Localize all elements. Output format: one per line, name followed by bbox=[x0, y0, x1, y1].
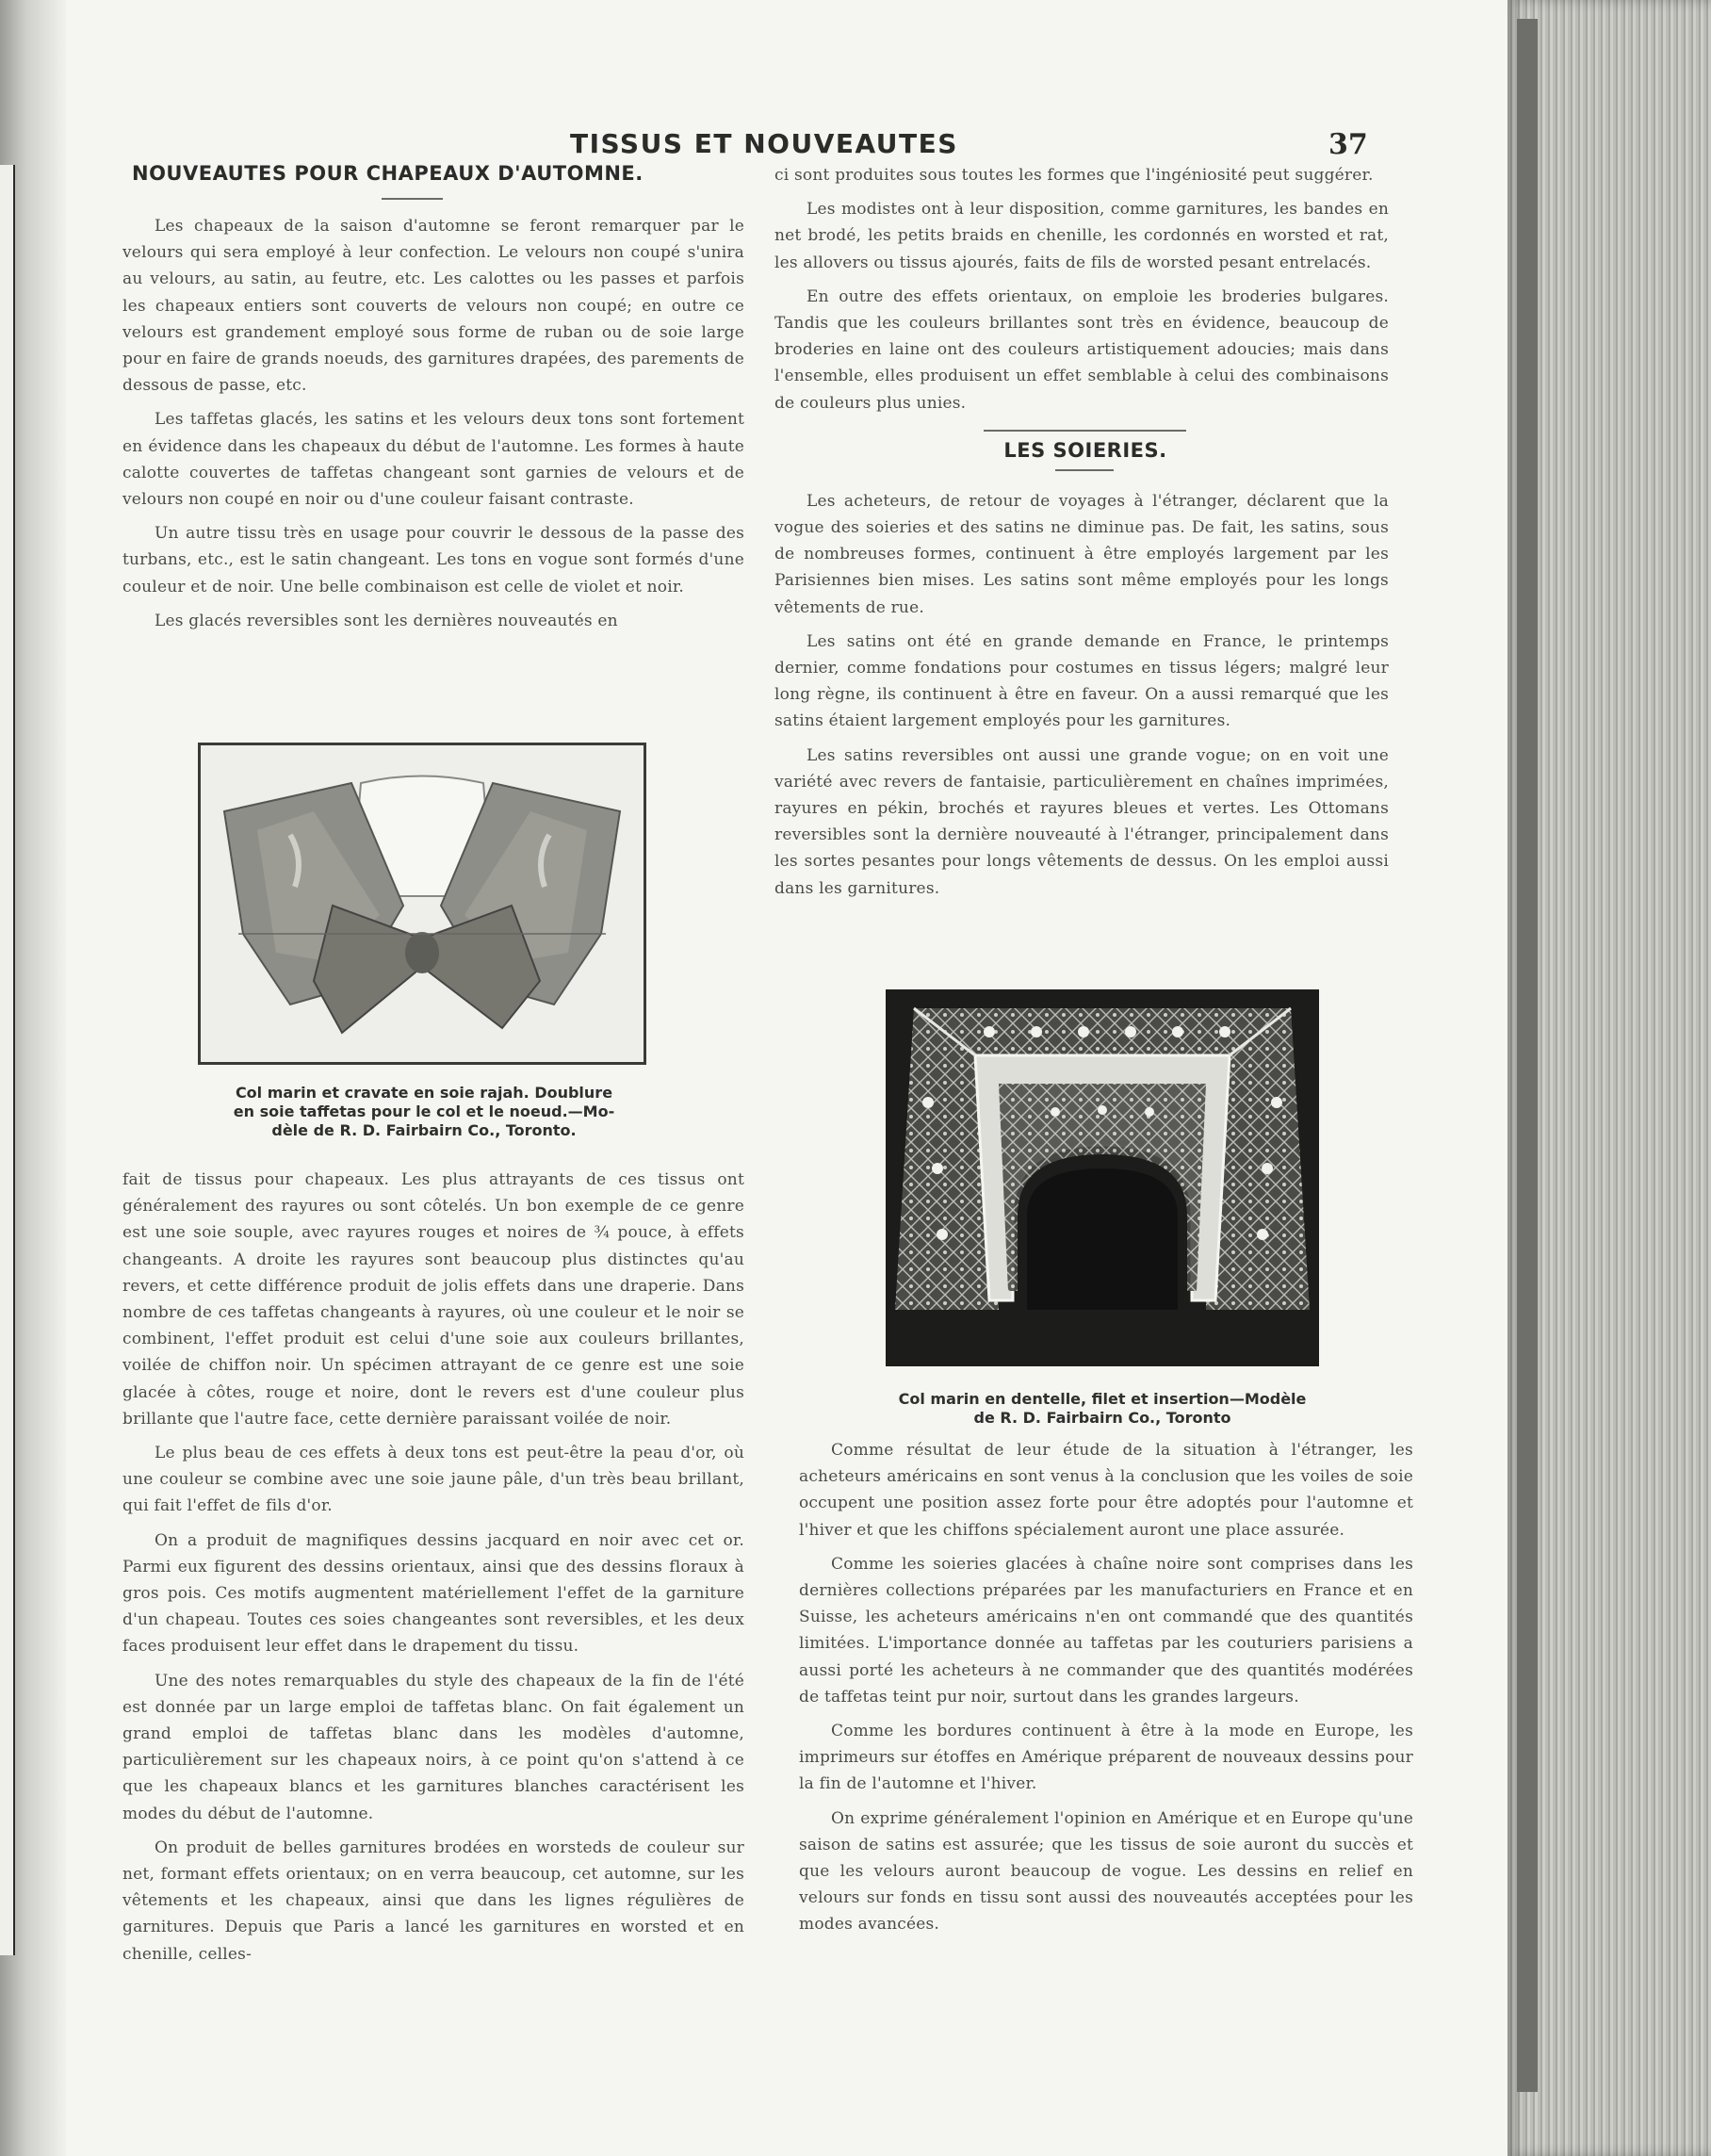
paragraph: On exprime généralement l'opinion en Amérique et en Europe qu'une saison de satins est assurée; que les tissus de soie auront du succès et que les velours auront beaucoup de vogue. Les dessins en relief en velours sur fonds en tissu sont aussi des nouveautés acceptées pour les modes avancées. bbox=[799, 1808, 1413, 1935]
left-column-top bbox=[122, 162, 744, 634]
paragraph: ci sont produites sous toutes les formes que l'ingéniosité peut suggérer. bbox=[774, 166, 1374, 185]
right-column-bottom bbox=[799, 1437, 1413, 1938]
lace-collar-photo bbox=[886, 989, 1319, 1366]
paragraph: On produit de belles garnitures brodées en worsteds de couleur sur net, formant effets orientaux; on en verra beaucoup, cet automne, sur les vêtements et les chapeaux, ainsi que dans les lignes régulières de garnitures. Depuis que Paris a lancé les garnitures en worsted et en chenille, celles- bbox=[122, 1838, 744, 1964]
paragraph: Comme les bordures continuent à être à la mode en Europe, les imprimeurs sur étoffes en Amérique préparent de nouveaux dessins pour la fin de l'automne et l'hiver. bbox=[799, 1722, 1413, 1794]
collar-bow-photo bbox=[198, 743, 646, 1065]
spine-shadow bbox=[1517, 19, 1538, 2092]
left-heading-rule bbox=[382, 198, 443, 200]
soieries-top-rule bbox=[984, 430, 1186, 432]
right-heading: LES SOIERIES. bbox=[1003, 438, 1167, 462]
paragraph: Les modistes ont à leur disposition, comme garnitures, les bandes en net brodé, les petits braids en chenille, les cordonnés en worsted et rat, les allovers ou tissus ajourés, faits de fils de worsted pesant entrelacés. bbox=[774, 200, 1389, 272]
paragraph: Une des notes remarquables du style des chapeaux de la fin de l'été est donnée par un large emploi de taffetas blanc. On fait également un grand emploi de taffetas blanc dans les modèles d'automne, particulièrement sur les chapeaux noirs, à ce point qu'on s'attend à ce que les chapeaux blancs et les garnitures blanches caractérisent les modes du début de l'automne. bbox=[122, 1671, 744, 1823]
paragraph: On a produit de magnifiques dessins jacquard en noir avec cet or. Parmi eux figurent des dessins orientaux, ainsi que des dessins floraux à gros pois. Ces motifs augmentent matériellement l'effet de la garniture d'un chapeau. Toutes ces soies changeantes sont reversibles, et les deux faces produisent leur effet dans le drapement du tissu. bbox=[122, 1530, 744, 1657]
book-spine-edge bbox=[1507, 0, 1711, 2156]
paragraph: Un autre tissu très en usage pour couvrir le dessous de la passe des turbans, etc., est le satin changeant. Les tons en vogue sont formés d'une couleur et de noir. Une belle combinaison est celle de violet et noir. bbox=[122, 524, 744, 596]
facing-page-edge bbox=[0, 0, 66, 2156]
paragraph: Les glacés reversibles sont les dernières nouveautés en bbox=[155, 611, 618, 630]
paragraph: Comme résultat de leur étude de la situation à l'étranger, les acheteurs américains en sont venus à la conclusion que les voiles de soie occupent une position assez forte pour être adoptés pour l'automne et l'hiver et que les chiffons spécialement auront une place assurée. bbox=[799, 1441, 1413, 1540]
paragraph: Les acheteurs, de retour de voyages à l'étranger, déclarent que la vogue des soieries et des satins ne diminue pas. De fait, les satins, sous de nombreuses formes, continuent à être employés largement par les Parisiennes bien mises. Les satins sont même employés pour les longs vêtements de rue. bbox=[774, 491, 1389, 617]
lace-collar-illustration bbox=[886, 989, 1319, 1366]
soieries-bottom-rule bbox=[1055, 469, 1114, 471]
paragraph: Les satins reversibles ont aussi une grande vogue; on en voit une variété avec revers de fantaisie, particulièrement en chaînes imprimées, rayures en pékin, brochés et rayures bleues et vertes. Les Ottomans reversibles sont la dernière nouveauté à l'étranger, principalement dans les sortes pesantes pour longs vêtements de dessus. On les emploi aussi dans les garnitures. bbox=[774, 745, 1389, 898]
left-heading: NOUVEAUTES POUR CHAPEAUX D'AUTOMNE. bbox=[132, 162, 644, 185]
right-column-top bbox=[774, 162, 1389, 902]
paragraph: En outre des effets orientaux, on emploie les broderies bulgares. Tandis que les couleurs brillantes sont très en évidence, beaucoup de broderies en laine ont des couleurs artistiquement adoucies; mais dans l'ensemble, elles produisent un effet semblable à celui des combinaisons de couleurs plus unies. bbox=[774, 286, 1389, 413]
page-number: 37 bbox=[1328, 128, 1368, 161]
paragraph: Comme les soieries glacées à chaîne noire sont comprises dans les dernières collections préparées par les manufacturiers en France et en Suisse, les acheteurs américains n'en ont commandé que des quantités limitées. L'importance donnée au taffetas par les couturiers parisiens a aussi porté les acheteurs à ne commander que des quantités modérées de taffetas teint pur noir, surtout dans les grandes largeurs. bbox=[799, 1554, 1413, 1707]
running-title: TISSUS ET NOUVEAUTES bbox=[570, 128, 958, 159]
paragraph: Les taffetas glacés, les satins et les velours deux tons sont fortement en évidence dans les chapeaux du début de l'automne. Les formes à haute calotte couvertes de taffetas changeant sont garnies de velours et de velours non coupé en noir ou d'une couleur faisant contraste. bbox=[122, 410, 744, 510]
collar-bow-illustration bbox=[201, 745, 644, 1062]
caption-collar-bow: Col marin et cravate en soie rajah. Doublure en soie taffetas pour le col et le noeud.—Mo- dèle de R. D. Fairbairn Co., Toronto. bbox=[233, 1084, 615, 1139]
paragraph: Les chapeaux de la saison d'automne se feront remarquer par le velours qui sera employé à leur confection. Le velours non coupé s'unira au velours, au satin, au feutre, etc. Les calottes ou les passes et parfois les chapeaux entiers sont couverts de velours non coupé; en outre ce velours est grandement employé sous forme de ruban ou de soie large pour en faire de grands noeuds, des garnitures drapées, des parements de dessous de passe, etc. bbox=[122, 217, 744, 396]
left-column-bottom bbox=[122, 1167, 744, 1968]
paragraph: fait de tissus pour chapeaux. Les plus attrayants de ces tissus ont généralement des rayures ou sont côtelés. Un bon exemple de ce genre est une soie souple, avec rayures rouges et noires de ¾ pouce, à effets changeants. A droite les rayures sont beaucoup plus distinctes qu'au revers, et cette différence produit de jolis effets dans une draperie. Dans nombre de ces taffetas changeants à rayures, où une couleur et le noir se combinent, l'effet produit est celui d'une soie aux couleurs brillantes, voilée de chiffon noir. Un spécimen attrayant de ce genre est une soie glacée à côtes, rouge et noire, dont le revers est d'une couleur plus brillante que l'autre face, cette dernière paraissant voilée de noir. bbox=[122, 1170, 744, 1429]
caption-lace-collar: Col marin en dentelle, filet et insertion—Modèle de R. D. Fairbairn Co., Toronto bbox=[898, 1390, 1307, 1427]
paragraph: Les satins ont été en grande demande en France, le printemps dernier, comme fondations pour costumes en tissus légers; malgré leur long règne, ils continuent à être en faveur. On a aussi remarqué que les satins étaient largement employés pour les garnitures. bbox=[774, 631, 1389, 731]
paragraph: Le plus beau de ces effets à deux tons est peut-être la peau d'or, où une couleur se combine avec une soie jaune pâle, d'un très beau brillant, qui fait l'effet de fils d'or. bbox=[122, 1444, 744, 1516]
